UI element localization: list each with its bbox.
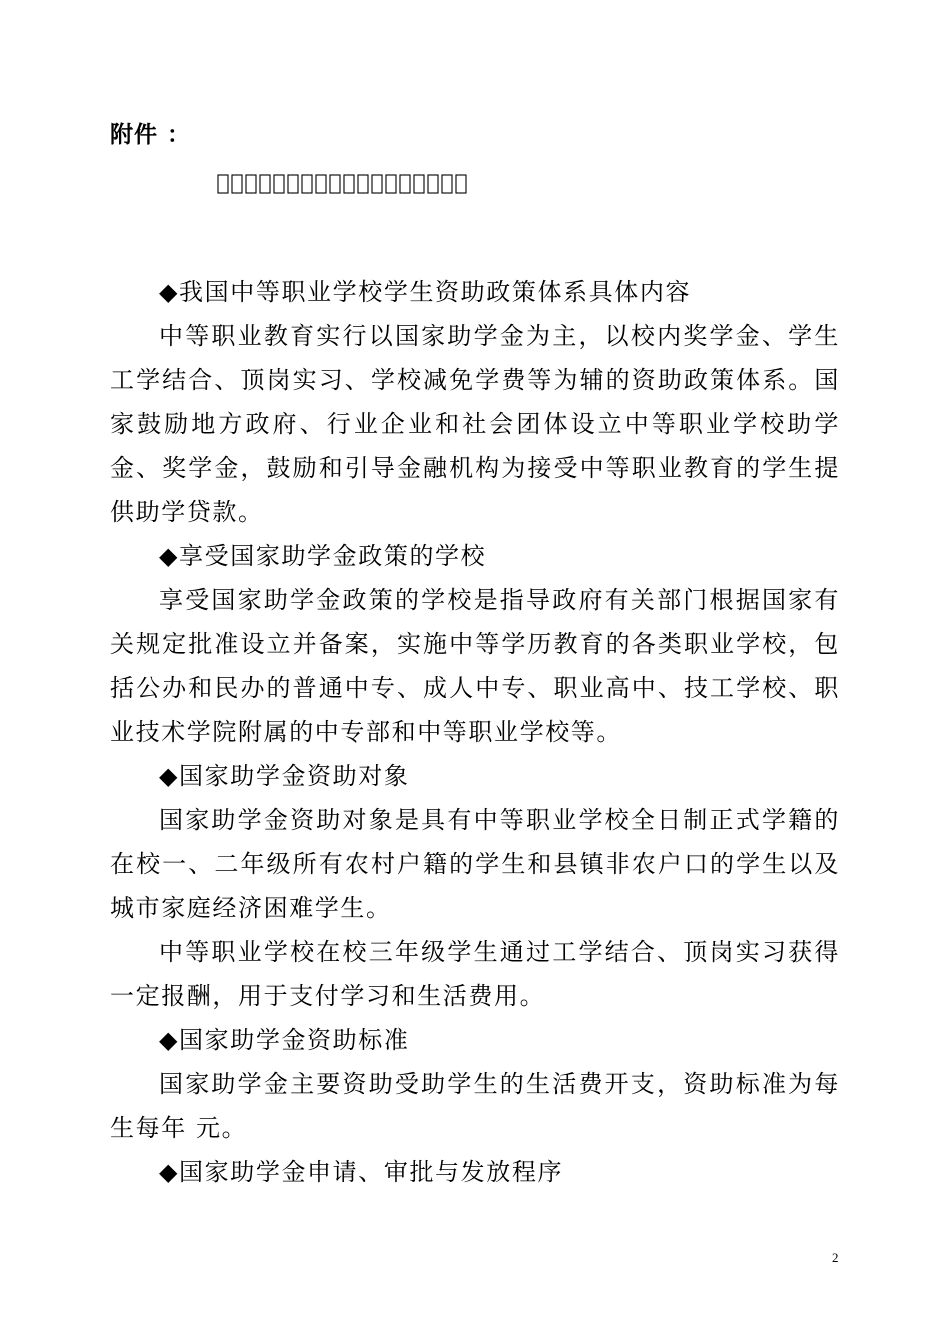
section-heading: ◆国家助学金资助标准 [159,1026,410,1054]
section-paragraph: 国家助学金主要资助受助学生的生活费开支，资助标准为每生每年 元。 [110,1070,840,1142]
document-title [216,172,476,203]
section-heading: ◆国家助学金资助对象 [159,762,410,790]
section-heading: ◆享受国家助学金政策的学校 [159,542,487,570]
missing-glyph-boxes [216,172,476,198]
section-heading: ◆我国中等职业学校学生资助政策体系具体内容 [159,278,692,306]
attachment-label: 附件 ： [110,122,192,148]
section-heading: ◆国家助学金申请、审批与发放程序 [159,1158,564,1186]
section-paragraph: 中等职业学校在校三年级学生通过工学结合、顶岗实习获得一定报酬，用于支付学习和生活费用。 [110,938,840,1010]
document-body [110,270,840,1194]
section-paragraph: 国家助学金资助对象是具有中等职业学校全日制正式学籍的在校一、二年级所有农村户籍的学生和县镇非农户口的学生以及城市家庭经济困难学生。 [110,806,840,922]
section-paragraph: 中等职业教育实行以国家助学金为主，以校内奖学金、学生工学结合、顶岗实习、学校减免学费等为辅的资助政策体系。国家鼓励地方政府、行业企业和社会团体设立中等职业学校助学金、奖学金，鼓励和引导金融机构为接受中等职业教育的学生提供助学贷款。 [110,322,840,526]
section-paragraph: 享受国家助学金政策的学校是指导政府有关部门根据国家有关规定批准设立并备案，实施中等学历教育的各类职业学校，包括公办和民办的普通中专、成人中专、职业高中、技工学校、职业技术学院附属的中专部和中等职业学校等。 [110,586,840,746]
page-number: 2 [832,1250,839,1265]
